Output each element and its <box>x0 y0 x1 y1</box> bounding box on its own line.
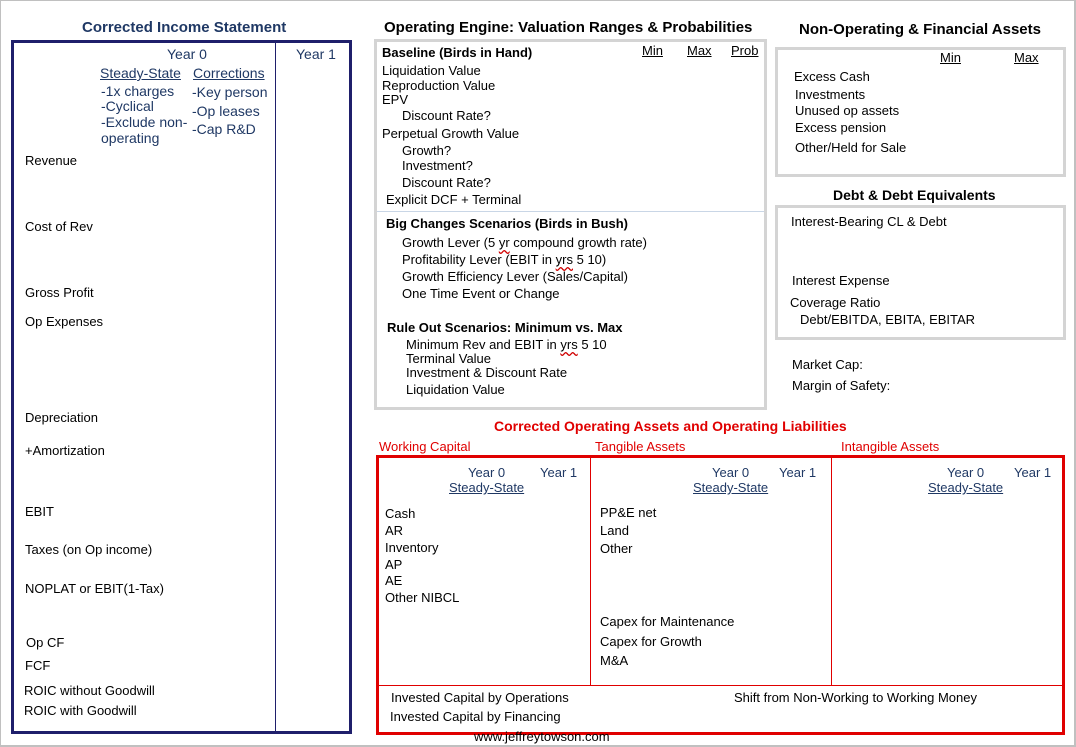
shift-working-money: Shift from Non-Working to Working Money <box>734 690 977 705</box>
interest-bearing-debt: Interest-Bearing CL & Debt <box>791 214 947 229</box>
engine-max-header: Max <box>687 43 712 58</box>
rule-out-liquidation: Liquidation Value <box>406 382 505 397</box>
wc-item: Cash <box>385 506 416 521</box>
row-amortization: +Amortization <box>25 443 105 458</box>
intangible-assets-label: Intangible Assets <box>841 439 940 454</box>
row-noplat: NOPLAT or EBIT(1-Tax) <box>25 581 164 596</box>
income-statement-box <box>11 40 352 734</box>
website-footer: www.jeffreytowson.com <box>474 729 610 744</box>
correction-note: -Key person <box>192 84 268 100</box>
nonop-item: Investments <box>795 87 866 102</box>
market-cap: Market Cap: <box>792 357 863 372</box>
wc-steady-state: Steady-State <box>449 480 525 495</box>
big-changes-heading: Big Changes Scenarios (Birds in Bush) <box>386 216 628 231</box>
capex-item: M&A <box>600 653 629 668</box>
nonop-item: Other/Held for Sale <box>795 140 907 155</box>
correction-note: -Op leases <box>192 103 260 119</box>
steady-note: -1x charges <box>101 83 175 99</box>
wc-year1-header: Year 1 <box>540 465 578 480</box>
invested-capital-operations: Invested Capital by Operations <box>391 690 569 705</box>
engine-section-divider <box>377 211 764 212</box>
nonop-item: Excess pension <box>795 120 887 135</box>
debt-title: Debt & Debt Equivalents <box>833 187 996 203</box>
interest-expense: Interest Expense <box>792 273 890 288</box>
row-taxes: Taxes (on Op income) <box>25 542 153 557</box>
steady-state-header: Steady-State <box>100 65 181 81</box>
nonop-min-header: Min <box>940 50 961 65</box>
wc-year0-header: Year 0 <box>468 465 506 480</box>
row-gross-profit: Gross Profit <box>25 285 94 300</box>
income-statement-title: Corrected Income Statement <box>82 19 287 36</box>
engine-prob-header: Prob <box>731 43 759 58</box>
growth-efficiency-lever: Growth Efficiency Lever (Sales/Capital) <box>402 269 628 284</box>
invested-capital-financing: Invested Capital by Financing <box>390 709 561 724</box>
correction-note: -Cap R&D <box>192 121 256 137</box>
intangible-year1-header: Year 1 <box>1014 465 1052 480</box>
row-depreciation: Depreciation <box>25 410 98 425</box>
row-cost-of-rev: Cost of Rev <box>25 219 93 234</box>
tangible-item: Other <box>600 541 633 556</box>
perpetual-growth-value: Perpetual Growth Value <box>382 126 520 141</box>
corrected-bottom-divider <box>379 685 1062 686</box>
investment-discount-rate: Investment & Discount Rate <box>406 365 568 380</box>
minimum-rev-ebit: Minimum Rev and EBIT in yrs 5 10 <box>406 337 607 352</box>
growth-question: Growth? <box>402 143 452 158</box>
income-year0-header: Year 0 <box>167 46 207 62</box>
tangible-item: Land <box>600 523 629 538</box>
row-op-cf: Op CF <box>26 635 65 650</box>
profitability-lever: Profitability Lever (EBIT in yrs 5 10) <box>402 252 607 267</box>
nonop-item: Excess Cash <box>794 69 870 84</box>
wc-item: AE <box>385 573 403 588</box>
nonop-item: Unused op assets <box>795 103 900 118</box>
row-fcf: FCF <box>25 658 51 673</box>
coverage-ratio: Coverage Ratio <box>790 295 881 310</box>
engine-min-header: Min <box>642 43 663 58</box>
steady-note: -Exclude non- <box>101 114 188 130</box>
liquidation-value: Liquidation Value <box>382 63 481 78</box>
coverage-detail: Debt/EBITDA, EBITA, EBITAR <box>800 312 976 327</box>
income-year1-header: Year 1 <box>296 46 336 62</box>
operating-engine-title: Operating Engine: Valuation Ranges & Probabilities <box>384 19 753 36</box>
steady-note: -Cyclical <box>101 98 154 114</box>
row-roic-without-goodwill: ROIC without Goodwill <box>24 683 155 698</box>
row-revenue: Revenue <box>25 153 78 168</box>
corrected-assets-title: Corrected Operating Assets and Operating Liabilities <box>494 418 847 434</box>
tangible-item: PP&E net <box>600 505 657 520</box>
baseline-heading: Baseline (Birds in Hand) <box>382 45 533 60</box>
intangible-year0-header: Year 0 <box>947 465 985 480</box>
rule-out-heading: Rule Out Scenarios: Minimum vs. Max <box>387 320 623 335</box>
row-ebit: EBIT <box>25 504 54 519</box>
corrections-header: Corrections <box>193 65 265 81</box>
one-time-event: One Time Event or Change <box>402 286 560 301</box>
tangible-assets-label: Tangible Assets <box>595 439 686 454</box>
row-roic-with-goodwill: ROIC with Goodwill <box>24 703 137 718</box>
wc-item: Other NIBCL <box>385 590 460 605</box>
margin-of-safety: Margin of Safety: <box>792 378 891 393</box>
income-year-divider <box>275 43 276 731</box>
intangible-steady-state: Steady-State <box>928 480 1004 495</box>
corrected-divider-1 <box>590 458 591 685</box>
discount-rate: Discount Rate? <box>402 108 491 123</box>
terminal-value: Terminal Value <box>406 351 492 366</box>
tangible-year1-header: Year 1 <box>779 465 817 480</box>
nonop-max-header: Max <box>1014 50 1039 65</box>
reproduction-value: Reproduction Value <box>382 78 496 93</box>
wc-item: AR <box>385 523 404 538</box>
nonop-title: Non-Operating & Financial Assets <box>799 21 1041 38</box>
tangible-steady-state: Steady-State <box>693 480 769 495</box>
tangible-year0-header: Year 0 <box>712 465 750 480</box>
explicit-dcf: Explicit DCF + Terminal <box>386 192 522 207</box>
growth-lever: Growth Lever (5 yr compound growth rate) <box>402 235 647 250</box>
capex-item: Capex for Maintenance <box>600 614 735 629</box>
wc-item: AP <box>385 557 403 572</box>
epv: EPV <box>382 92 409 107</box>
row-op-expenses: Op Expenses <box>25 314 104 329</box>
working-capital-label: Working Capital <box>379 439 471 454</box>
discount-rate-2: Discount Rate? <box>402 175 491 190</box>
corrected-divider-2 <box>831 458 832 685</box>
capex-item: Capex for Growth <box>600 634 702 649</box>
investment-question: Investment? <box>402 158 473 173</box>
steady-note: operating <box>101 130 160 146</box>
wc-item: Inventory <box>385 540 439 555</box>
